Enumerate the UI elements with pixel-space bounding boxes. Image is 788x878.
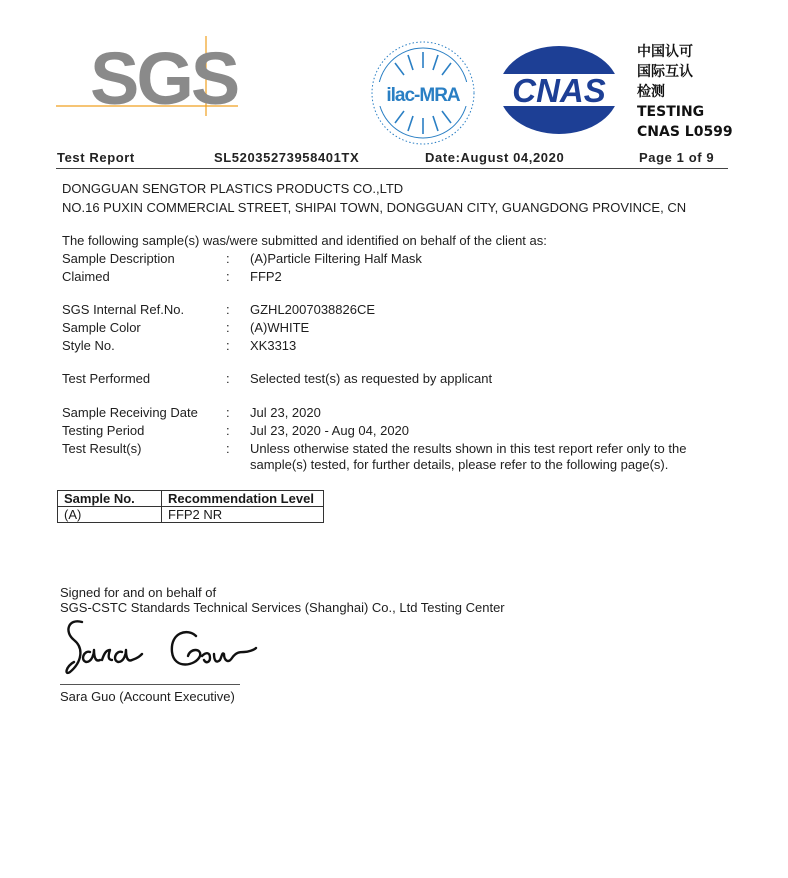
cnas-line: CNAS L0599	[637, 124, 733, 140]
signed-on-behalf: Signed for and on behalf of	[60, 585, 217, 600]
client-address: NO.16 PUXIN COMMERCIAL STREET, SHIPAI TOWN, DONGGUAN CITY, GUANGDONG PROVINCE, CN	[62, 200, 687, 215]
table-header-cell: Sample No.	[58, 491, 162, 507]
table-cell: FFP2 NR	[162, 507, 324, 523]
field-value: (A)WHITE	[250, 320, 310, 335]
cnas-logo	[496, 44, 622, 136]
sgs-logo	[56, 36, 238, 116]
field-label: Sample Color	[62, 320, 141, 335]
signature-line	[60, 684, 240, 685]
field-label: Testing Period	[62, 423, 145, 438]
report-number: SL52035273958401TX	[214, 150, 360, 165]
field-label: SGS Internal Ref.No.	[62, 302, 185, 317]
field-label: Style No.	[62, 338, 115, 353]
field-colon: :	[226, 371, 230, 386]
table-header-cell: Recommendation Level	[162, 491, 324, 507]
ilac-mra-logo	[368, 38, 478, 148]
intro-text: The following sample(s) was/were submitted and identified on behalf of the client as:	[62, 233, 547, 248]
field-colon: :	[226, 251, 230, 266]
field-value: Selected test(s) as requested by applicant	[250, 371, 493, 386]
svg-text:SGS: SGS	[90, 37, 238, 116]
cnas-line: 国际互认	[637, 64, 693, 80]
field-colon: :	[226, 338, 230, 353]
handwritten-signature	[60, 612, 260, 684]
field-value-continued: sample(s) tested, for further details, please refer to the following page(s).	[250, 457, 669, 472]
cnas-accreditation-text	[637, 42, 733, 142]
field-label: Claimed	[62, 269, 110, 284]
field-label: Sample Description	[62, 251, 175, 266]
recommendation-table	[57, 490, 324, 523]
field-value: GZHL2007038826CE	[250, 302, 376, 317]
table-row	[58, 507, 324, 523]
table-cell: (A)	[58, 507, 162, 523]
field-label: Test Performed	[62, 371, 151, 386]
field-label: Sample Receiving Date	[62, 405, 198, 420]
svg-text:ilac-MRA: ilac-MRA	[386, 85, 460, 106]
report-date: Date:August 04,2020	[425, 150, 565, 165]
field-value: Jul 23, 2020 - Aug 04, 2020	[250, 423, 410, 438]
report-title: Test Report	[57, 150, 135, 165]
header-divider	[56, 168, 728, 169]
field-value: Unless otherwise stated the results shown in this test report refer only to the	[250, 441, 687, 456]
field-colon: :	[226, 320, 230, 335]
cnas-line: 检测	[637, 84, 665, 100]
cnas-line: 中国认可	[637, 44, 693, 60]
field-value: Jul 23, 2020	[250, 405, 321, 420]
field-colon: :	[226, 441, 230, 456]
svg-text:CNAS: CNAS	[512, 72, 606, 109]
field-colon: :	[226, 302, 230, 317]
field-label: Test Result(s)	[62, 441, 142, 456]
field-colon: :	[226, 269, 230, 284]
client-name: DONGGUAN SENGTOR PLASTICS PRODUCTS CO.,LTD	[62, 181, 404, 196]
signing-organization: SGS-CSTC Standards Technical Services (Shanghai) Co., Ltd Testing Center	[60, 600, 505, 615]
field-value: (A)Particle Filtering Half Mask	[250, 251, 422, 266]
field-value: XK3313	[250, 338, 297, 353]
table-header-row	[58, 491, 324, 507]
field-value: FFP2	[250, 269, 282, 284]
field-colon: :	[226, 405, 230, 420]
field-colon: :	[226, 423, 230, 438]
page-indicator: Page 1 of 9	[639, 150, 715, 165]
signer-name: Sara Guo (Account Executive)	[60, 689, 235, 704]
cnas-line: TESTING	[637, 104, 705, 120]
